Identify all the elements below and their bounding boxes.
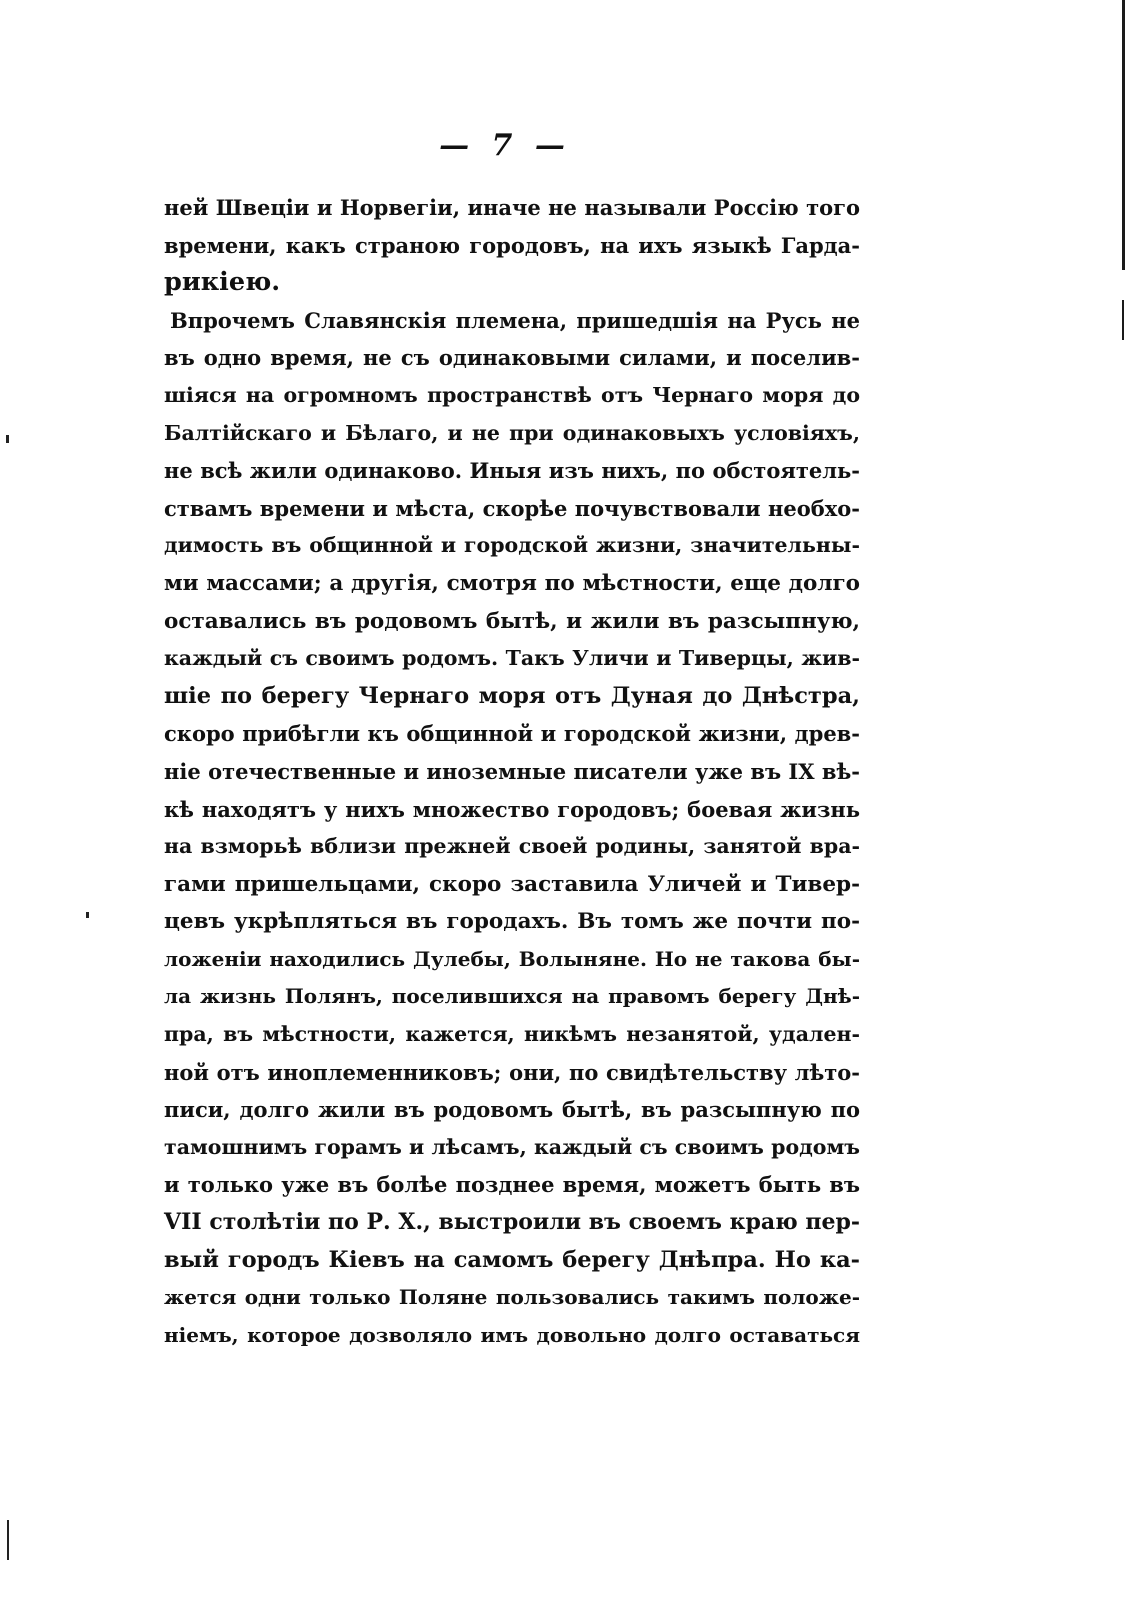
text-line: въ одно время, не съ одинаковыми силами, и поселив-: [164, 345, 860, 371]
scan-speck: [86, 912, 89, 918]
text-line: пра, въ мѣстности, кажется, никѣмъ незанятой, удален-: [164, 1022, 860, 1047]
text-line: ной отъ иноплеменниковъ; они, по свидѣтельству лѣто-: [164, 1059, 860, 1085]
text-line: рикіею.: [164, 267, 281, 298]
page-number: — 7 —: [439, 128, 571, 163]
scan-speck: [6, 435, 9, 443]
text-line: ніе отечественные и иноземные писатели уже въ IX вѣ-: [164, 758, 860, 784]
text-line: Балтійскаго и Бѣлаго, и не при одинаковыхъ условіяхъ,: [164, 420, 860, 445]
text-line: ней Швеціи и Норвегіи, иначе не называли Россію того: [164, 195, 860, 220]
scan-edge-line-lower: [1122, 300, 1124, 340]
text-line: ствамъ времени и мѣста, скорѣе почувствовали необхо-: [164, 495, 860, 521]
text-line: Впрочемъ Славянскія племена, пришедшія на Русь не: [170, 307, 860, 333]
scan-speck: [7, 1520, 9, 1560]
text-line: на взморьѣ вблизи прежней своей родины, занятой вра-: [164, 834, 860, 859]
text-line: писи, долго жили въ родовомъ бытѣ, въ разсыпную по: [164, 1097, 860, 1123]
body-text: [164, 189, 860, 1354]
text-line: вый городъ Кіевъ на самомъ берегу Днѣпра. Но ка-: [164, 1246, 860, 1273]
text-line: скоро прибѣгли къ общинной и городской жизни, древ-: [164, 721, 860, 747]
text-line: жется одни только Поляне пользовались такимъ положе-: [164, 1285, 860, 1310]
scan-edge-line: [1122, 0, 1125, 270]
text-line: ла жизнь Полянъ, поселившихся на правомъ берегу Днѣ-: [164, 984, 860, 1009]
text-line: димость въ общинной и городской жизни, значительны-: [164, 533, 860, 558]
text-line: кѣ находятъ у нихъ множество городовъ; боевая жизнь: [164, 796, 860, 822]
text-line: оставались въ родовомъ бытѣ, и жили въ разсыпную,: [164, 608, 860, 634]
text-line: каждый съ своимъ родомъ. Такъ Уличи и Тиверцы, жив-: [164, 646, 860, 671]
text-line: тамошнимъ горамъ и лѣсамъ, каждый съ своимъ родомъ: [164, 1134, 860, 1159]
text-line: VII столѣтіи по Р. Х., выстроили въ своемъ краю пер-: [164, 1209, 860, 1236]
text-line: шіяся на огромномъ пространствѣ отъ Чернаго моря до: [164, 382, 860, 407]
text-line: и только уже въ болѣе позднее время, можетъ быть въ: [164, 1172, 860, 1198]
text-line: ми массами; а другія, смотря по мѣстности, еще долго: [164, 570, 860, 596]
text-line: ложеніи находились Дулебы, Волыняне. Но не такова бы-: [164, 946, 860, 971]
text-line: цевъ укрѣпляться въ городахъ. Въ томъ же почти по-: [164, 909, 860, 935]
text-line: гами пришельцами, скоро заставила Уличей и Тивер-: [164, 871, 860, 897]
text-line: ніемъ, которое дозволяло имъ довольно долго оставаться: [164, 1322, 860, 1347]
text-line: времени, какъ страною городовъ, на ихъ языкѣ Гарда-: [164, 232, 860, 258]
text-line: шіе по берегу Чернаго моря отъ Дуная до Днѣстра,: [164, 682, 860, 709]
text-line: не всѣ жили одинаково. Иныя изъ нихъ, по обстоятель-: [164, 458, 860, 484]
